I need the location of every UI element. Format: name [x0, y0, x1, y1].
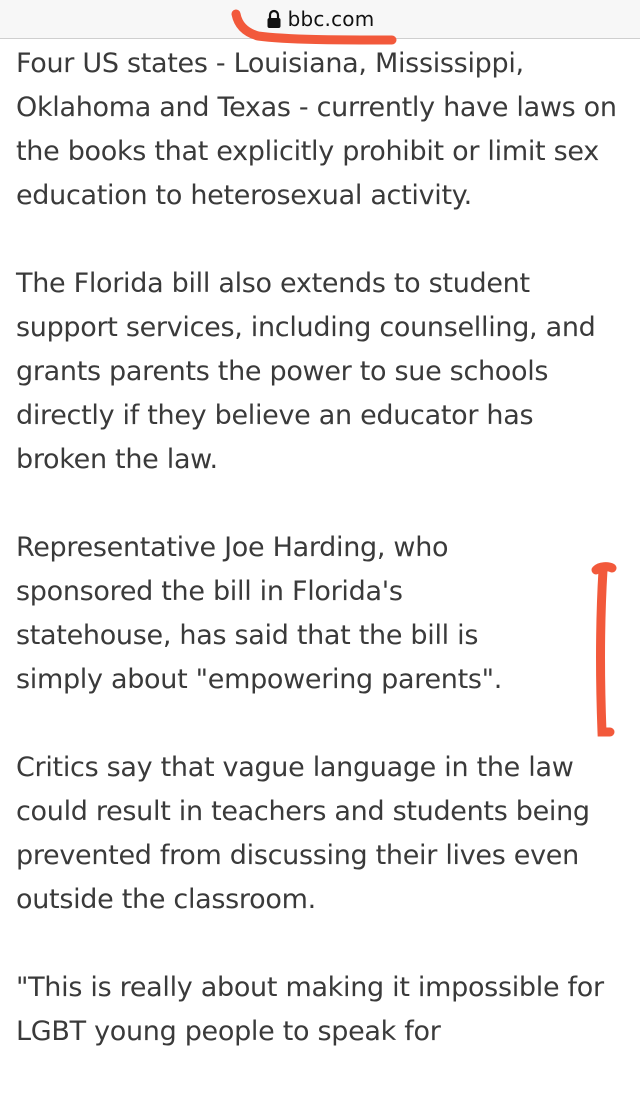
- article-paragraph: Representative Joe Harding, who sponsored the bill in Florida's statehouse, has said that the bill is simply about "empowering parents".: [16, 532, 503, 695]
- lock-icon: [266, 9, 282, 29]
- article-body: [16, 42, 628, 1096]
- domain-label[interactable]: bbc.com: [287, 7, 375, 31]
- article-paragraph: Four US states - Louisiana, Mississippi, Oklahoma and Texas - currently have laws on the books that explicitly prohibit or limit sex education to heterosexual activity.: [16, 48, 617, 211]
- address-bar-content[interactable]: [266, 6, 375, 32]
- article-paragraph: Critics say that vague language in the law could result in teachers and students being prevented from discussing their lives even outside the classroom.: [16, 752, 590, 915]
- browser-address-bar[interactable]: [0, 0, 640, 39]
- article-paragraph: The Florida bill also extends to student support services, including counselling, and grants parents the power to sue schools directly if they believe an educator has broken the law.: [16, 268, 596, 475]
- article-paragraph: "This is really about making it impossible for LGBT young people to speak for: [16, 972, 604, 1047]
